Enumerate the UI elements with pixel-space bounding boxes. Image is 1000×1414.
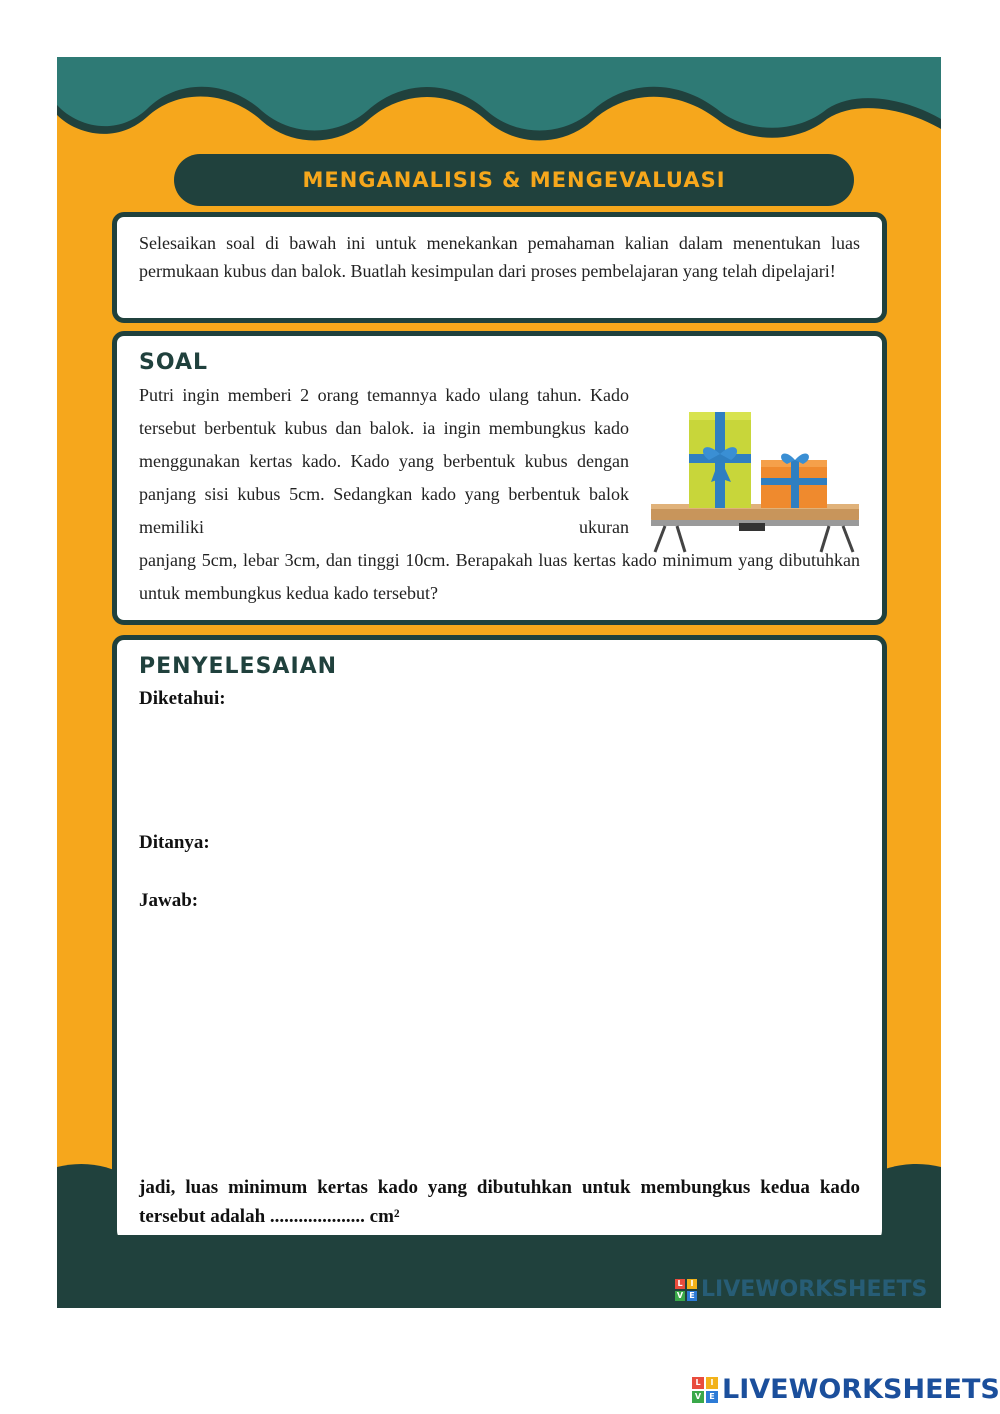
section-title-banner <box>174 154 854 206</box>
inner-watermark <box>675 1277 927 1302</box>
solution-heading: PENYELESAIAN <box>139 654 338 679</box>
solution-box <box>112 635 887 1235</box>
worksheet-page <box>57 57 941 1308</box>
instruction-text: Selesaikan soal di bawah ini untuk menekankan pemahaman kalian dalam menentukan luas permukaan kubus dan balok. Buatlah kesimpulan dari proses pembelajaran yang telah dipelajari! <box>139 233 860 281</box>
footer-watermark-text: LIVEWORKSHEETS <box>722 1374 1000 1405</box>
question-text-part1: Putri ingin memberi 2 orang temannya kado ulang tahun. Kado tersebut berbentuk kubus dan balok. ia ingin membungkus kado menggunakan kertas kado. Kado yang berbentuk kubus dengan panjang sisi kubus 5cm. Sedangkan kado yang berbentuk balok memiliki ukuran <box>139 385 629 537</box>
conclusion-text: jadi, luas minimum kertas kado yang dibutuhkan untuk membungkus kedua kado tersebut adalah .................... cm² <box>139 1177 860 1227</box>
inner-watermark-text: LIVEWORKSHEETS <box>701 1277 928 1302</box>
gift-boxes-on-table-icon <box>649 404 861 554</box>
footer-watermark <box>692 1374 1000 1405</box>
liveworksheets-logo-icon: L I V E <box>675 1279 697 1301</box>
instruction-box <box>112 212 887 323</box>
label-jawab: Jawab: <box>139 890 199 911</box>
label-ditanya: Ditanya: <box>139 832 210 853</box>
liveworksheets-logo-icon: L I V E <box>692 1377 718 1403</box>
question-heading: SOAL <box>139 350 209 375</box>
section-title: MENGANALISIS & MENGEVALUASI <box>302 168 726 192</box>
label-diketahui: Diketahui: <box>139 688 226 709</box>
question-text-part2: panjang 5cm, lebar 3cm, dan tinggi 10cm. Berapakah luas kertas kado minimum yang dibutuhkan untuk membungkus kedua kado tersebut? <box>139 550 860 603</box>
question-box <box>112 331 887 625</box>
